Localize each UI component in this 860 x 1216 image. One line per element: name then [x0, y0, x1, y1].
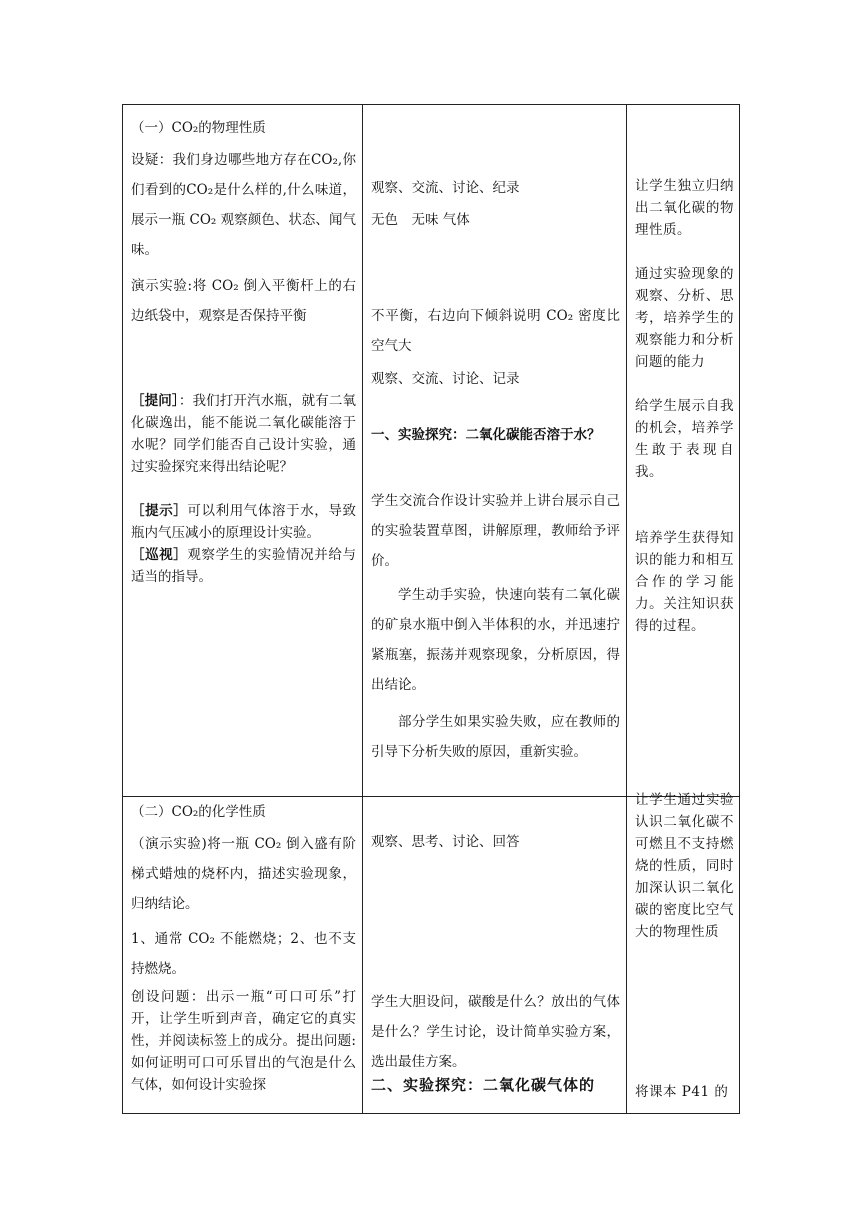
discussion-text: 学生大胆设问，碳酸是什么？放出的气体是什么？学生讨论，设计简单实验方案，选出最佳方案。 [371, 994, 620, 1070]
goal-text: 将课本 P41 的 [635, 1084, 729, 1100]
scenario-text: 创设问题：出示一瓶“可口可乐”打开，让学生听到声音，确定它的真实性，并阅读标签上的成分。提出问题:如何证明可口可乐冒出的气泡是什么气体，如何设计实验探 [131, 989, 356, 1093]
table-row [123, 797, 740, 1114]
ask-text: ：我们打开汽水瓶，就有二氧化碳逸出，能不能说二氧化碳能溶于水呢？同学们能否自己设计实验，通过实验探究来得出结论呢？ [131, 393, 356, 475]
patrol-tag: ［巡视］ [131, 547, 188, 563]
question-text: 设疑：我们身边哪些地方存在CO₂,你们看到的CO₂是什么样的,什么味道，展示一瓶 CO₂ 观察颜色、状态、闻气味。 [131, 152, 356, 258]
design-text: 学生交流合作设计实验并上讲台展示自己的实验装置草图，讲解原理，教师给予评价。 [371, 493, 620, 569]
goal-text: 通过实验现象的观察、分析、思考，培养学生的观察能力和分析问题的能力 [635, 266, 734, 370]
goal-text: 让学生通过实验认识二氧化碳不可燃且不支持燃烧的性质，同时加深认识二氧化碳的密度比空气大的物理性质 [635, 792, 734, 940]
lesson-plan-table [122, 104, 740, 1114]
student-activity-cell [363, 797, 627, 1114]
hint-tag: ［提示］ [131, 503, 188, 519]
patrol-text: 观察学生的实验情况并给与适当的指导。 [131, 547, 357, 585]
experiment-title: 一、实验探究：二氧化碳能否溶于水？ [371, 427, 601, 443]
goal-text: 培养学生获得知识的能力和相互合作的学习能力。关注知识获得的过程。 [635, 530, 734, 634]
patrol-paragraph [131, 544, 356, 588]
conclusion-text: 1、通常 CO₂ 不能燃烧；2、也不支持燃烧。 [131, 931, 356, 977]
goal-text: 给学生展示自我的机会，培养学生敢于表现自我。 [635, 398, 734, 480]
student-activity-cell [363, 105, 627, 797]
demo-text: （演示实验)将一瓶 CO₂ 倒入盛有阶梯式蜡烛的烧杯内，描述实验现象，归纳结论。 [131, 836, 356, 912]
hint-paragraph [131, 500, 356, 544]
ask-tag: ［提问］ [131, 393, 179, 409]
design-intent-cell [627, 105, 740, 797]
failure-text: 部分学生如果实验失败，应在教师的引导下分析失败的原因，重新实验。 [371, 714, 620, 760]
properties-text: 无色 无味 气体 [371, 212, 470, 228]
balance-text: 不平衡，右边向下倾斜说明 CO₂ 密度比空气大 [371, 308, 620, 354]
ask-paragraph [131, 390, 356, 478]
observe2-text: 观察、交流、讨论、记录 [371, 371, 520, 387]
design-intent-cell [627, 792, 740, 1114]
section-heading: （二）CO₂的化学性质 [131, 804, 266, 820]
experiment-title: 二、实验探究：二氧化碳气体的 [371, 1076, 596, 1094]
goal-text: 让学生独立归纳出二氧化碳的物理性质。 [635, 178, 734, 238]
observe-text: 观察、思考、讨论、回答 [371, 834, 520, 850]
handson-text: 学生动手实验，快速向装有二氧化碳的矿泉水瓶中倒入半体积的水，并迅速拧紧瓶塞，振荡并观察现象，分析原因，得出结论。 [371, 587, 620, 693]
teacher-activity-cell [123, 797, 363, 1114]
teacher-activity-cell [123, 105, 363, 797]
demo-text: 演示实验:将 CO₂ 倒入平衡杆上的右边纸袋中，观察是否保持平衡 [131, 278, 356, 324]
observe-text: 观察、交流、讨论、纪录 [371, 180, 520, 196]
hint-text: 可以利用气体溶于水，导致瓶内气压减小的原理设计实验。 [131, 503, 357, 541]
table-row [123, 105, 740, 797]
section-heading: （一）CO₂的物理性质 [131, 120, 266, 136]
